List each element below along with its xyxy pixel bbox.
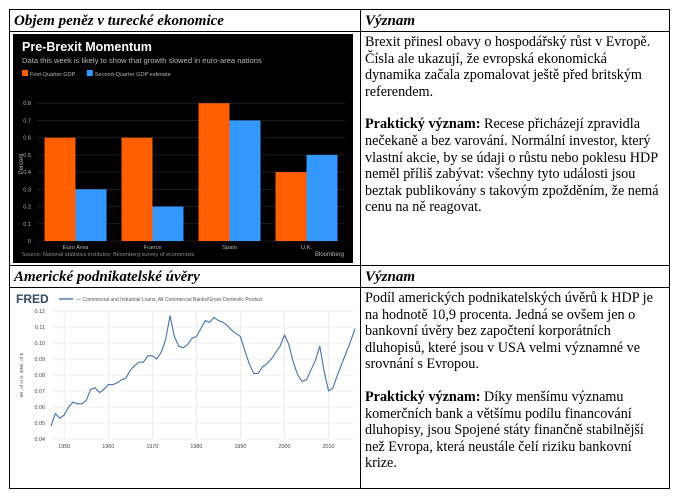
x-tick-label-0: 1950 <box>58 444 71 450</box>
bar-2-1 <box>230 120 261 241</box>
y-tick-label-8: 0.12 <box>34 309 45 315</box>
bar-0-0 <box>45 138 76 241</box>
bloomberg-bar-chart <box>13 34 353 263</box>
row1-content <box>10 32 670 266</box>
row1-paragraph-1: Brexit přinesl obavy o hospodářský růst v Evropě. Čísla ale ukazují, že evropská ekonomická dynamika začala zpomalovat ještě před britským referendem. <box>365 34 651 100</box>
bar-1-1 <box>153 207 184 241</box>
row2-paragraph-1: Podíl amerických podnikatelských úvěrů k HDP je na hodnotě 10,9 procenta. Jedná se ovšem jen o bankovní úvěry bez započtení korporátních dluhopisů, které jsou v USA velmi významné ve srovnání s Evropou. <box>365 290 653 373</box>
x-tick-label-5: 2000 <box>278 444 291 450</box>
y-axis-label: Percent <box>19 153 25 175</box>
legend-label-1: Second-Quarter GDP estimate <box>94 72 171 78</box>
x-tick-label-3: U.K. <box>300 245 313 251</box>
y-tick-label-7: 0.11 <box>34 325 45 331</box>
y-tick-label-6: 0.10 <box>34 341 45 347</box>
y-tick-label-2: 0.06 <box>34 405 45 411</box>
row1-right-header: Význam <box>361 10 670 32</box>
row2-text-cell <box>361 288 670 489</box>
row2-header <box>10 266 670 288</box>
y-tick-label-6: 0.6 <box>23 135 31 142</box>
legend-swatch-0 <box>22 70 28 76</box>
x-tick-label-3: 1980 <box>190 444 203 450</box>
fred-logo: FRED <box>16 292 49 306</box>
bar-0-1 <box>76 189 107 241</box>
bar-2-0 <box>199 103 230 241</box>
y-tick-label-7: 0.7 <box>23 118 31 125</box>
legend-swatch-1 <box>87 70 93 76</box>
y-tick-label-1: 0.1 <box>23 221 31 228</box>
row1-left-header: Objem peněz v turecké ekonomice <box>10 10 361 32</box>
y-axis-label: Bil. of U.S. $/Bil. of $ <box>20 353 25 397</box>
y-tick-label-4: 0.4 <box>23 170 31 177</box>
y-tick-label-5: 0.09 <box>34 357 45 363</box>
y-tick-label-8: 0.8 <box>23 101 31 108</box>
row1-practical-label: Praktický význam: <box>365 116 481 133</box>
legend-label: — Commercial and Industrial Loans, All Commercial Banks/Gross Domestic Product <box>76 297 263 303</box>
y-tick-label-0: 0.04 <box>34 437 45 443</box>
x-tick-label-0: Euro Area <box>62 245 89 251</box>
y-tick-label-4: 0.08 <box>34 373 45 379</box>
x-tick-label-4: 1990 <box>234 444 247 450</box>
bloomberg-chart-cell <box>10 32 361 266</box>
row2-left-header: Americké podnikatelské úvěry <box>10 266 361 288</box>
y-tick-label-0: 0 <box>27 239 31 245</box>
y-tick-label-3: 0.07 <box>34 389 45 395</box>
row1-header <box>10 10 670 32</box>
bar-3-0 <box>276 172 307 241</box>
fred-line-chart <box>13 290 359 455</box>
y-tick-label-3: 0.3 <box>23 187 31 194</box>
x-tick-label-1: 1960 <box>102 444 115 450</box>
row2-paragraph-2 <box>365 389 665 472</box>
fred-chart-cell <box>10 288 361 489</box>
row1-practical-text: Recese přicházejí zpravidla nečekaně a bez varování. Normální investor, který vlastní akcie, by se údaji o růstu nebo poklesu HDP neměl příliš zabývat: všechny tyto události jsou beztak publikovány s takovým zpožděním, že nemá cenu na ně reagovat. <box>365 116 659 216</box>
row2-practical-text: Díky menšímu významu komerčních bank a většímu podílu financování dluhopisy, jsou Spojené státy finančně stabilnější než Evropa, která neustále čelí riziku bankovní krize. <box>365 388 644 472</box>
y-tick-label-5: 0.5 <box>23 152 31 159</box>
row2-content <box>10 288 670 489</box>
document-table <box>9 9 670 489</box>
y-tick-label-2: 0.2 <box>23 204 31 211</box>
x-tick-label-2: 1970 <box>146 444 159 450</box>
x-tick-label-1: France <box>143 245 162 251</box>
x-tick-label-6: 2010 <box>322 444 335 450</box>
chart-subtitle: Data this week is likely to show that growth slowed in euro-area nations <box>22 56 262 65</box>
chart-title: Pre-Brexit Momentum <box>22 40 152 54</box>
row1-paragraph-2 <box>365 116 665 216</box>
chart-source: Source: National statistics institutes; Bloomberg survey of economists <box>22 252 195 258</box>
legend-label-0: First-Quarter GDP <box>30 72 76 78</box>
row1-text-cell <box>361 32 670 266</box>
bar-1-0 <box>122 138 153 241</box>
row2-right-header: Význam <box>361 266 670 288</box>
x-tick-label-2: Spain <box>222 245 237 251</box>
y-tick-label-1: 0.05 <box>34 421 45 427</box>
row2-practical-label: Praktický význam: <box>365 388 481 405</box>
bloomberg-logo: Bloomberg <box>314 252 344 258</box>
bar-3-1 <box>307 155 338 241</box>
